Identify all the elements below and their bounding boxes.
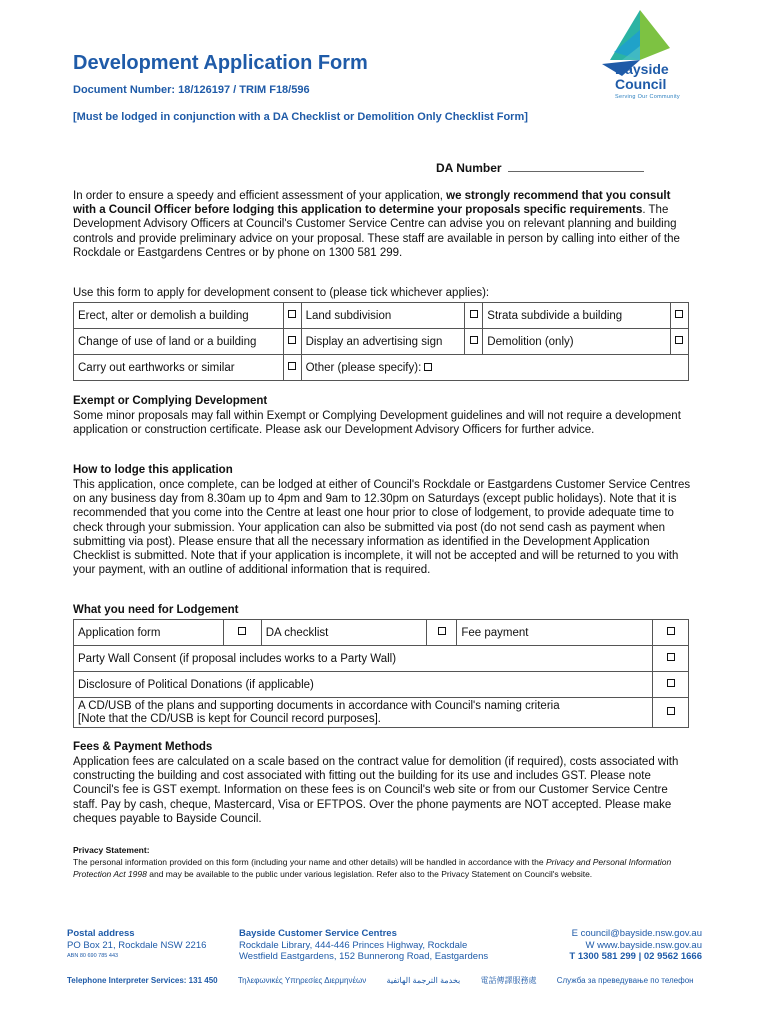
checkbox-icon[interactable] [653, 620, 689, 646]
lodge-heading: How to lodge this application [73, 464, 233, 476]
footer-postal: Postal address PO Box 21, Rockdale NSW 2216 ABN 80 690 785 443 [67, 928, 207, 959]
checkbox-icon[interactable] [283, 355, 301, 381]
checkbox-icon[interactable] [424, 363, 432, 371]
checkbox-icon[interactable] [465, 329, 483, 355]
footer-phone: T 1300 581 299 | 02 9562 1666 [569, 951, 702, 962]
must-lodge-note: [Must be lodged in conjunction with a DA Checklist or Demolition Only Checklist Form] [73, 111, 528, 123]
intro-paragraph: In order to ensure a speedy and efficient assessment of your application, we strongly recommend that you consult with a Council Officer before lodging this application to determine your proposals specific requirements. The Development Advisory Officers at Council's Customer Service Centre can advise you on relevant planning and building controls and provide preliminary advice on your proposal. These staff are available in person by calling into either of the Rockdale or Eastgardens Centres or by phone on 1300 581 299. [73, 190, 680, 259]
lodgement-item: A CD/USB of the plans and supporting documents in accordance with Council's naming criteria [Note that the CD/USB is kept for Council record purposes]. [74, 698, 653, 728]
checkbox-icon[interactable] [653, 646, 689, 672]
exempt-heading: Exempt or Complying Development [73, 395, 268, 407]
lodge-paragraph: This application, once complete, can be lodged at either of Council's Rockdale or Eastgardens Customer Service Centres on any business day from 8.30am up to 4pm and 9am to 12.30pm on Saturdays (except public holidays). Note that it is recommended that you come into the Centre at least one hour prior to close of lodgement, to provide adequate time to check through your submission. Your application can also be submitted via post (do not send cash as payment when submitting via post). Please ensure that all the necessary information as identified in the Development Application Checklist is submitted. Note that if your application is incomplete, it will not be accepted and will be returned to you with your payment, with an outline of additional information that is required. [73, 479, 691, 577]
lodgement-item: DA checklist [261, 620, 427, 646]
checkbox-icon[interactable] [653, 698, 689, 728]
option-label: Demolition (only) [483, 329, 671, 355]
checkbox-icon[interactable] [223, 620, 261, 646]
logo-tagline: Serving Our Community [615, 94, 680, 100]
lodgement-item: Disclosure of Political Donations (if applicable) [74, 672, 653, 698]
lodgement-item: Party Wall Consent (if proposal includes works to a Party Wall) [74, 646, 653, 672]
lodgement-item: Application form [74, 620, 224, 646]
da-number-input-line[interactable] [508, 162, 644, 172]
fees-paragraph: Application fees are calculated on a scale based on the contract value for demolition (if required), costs associated with constructing the building and cost associated with fitting out the building for its use and includes GST. Please note Council's fee is GST exempt. Information on these fees is on Council's web site or from our Customer Service Centre staff. Pay by cash, cheque, Mastercard, Visa or EFTPOS. Over the phone payments are NOT accepted. Please make cheques payable to Bayside Council. [73, 756, 679, 825]
footer-centres: Bayside Customer Service Centres Rockdale Library, 444-446 Princes Highway, Rockdale Westfield Eastgardens, 152 Bunnerong Road, Eastgardens [239, 928, 489, 962]
checkbox-icon[interactable] [670, 329, 688, 355]
option-label: Display an advertising sign [301, 329, 465, 355]
checkbox-icon[interactable] [283, 303, 301, 329]
lodgement-item: Fee payment [457, 620, 653, 646]
logo-name: Bayside Council [615, 61, 669, 92]
consent-options-table [73, 302, 689, 381]
lodgement-table [73, 619, 689, 728]
checkbox-icon[interactable] [653, 672, 689, 698]
fees-heading: Fees & Payment Methods [73, 741, 213, 753]
footer-website[interactable]: W www.bayside.nsw.gov.au [585, 939, 702, 951]
option-label: Erect, alter or demolish a building [74, 303, 284, 329]
other-option: Other (please specify): [301, 355, 688, 381]
exempt-paragraph: Some minor proposals may fall within Exempt or Complying Development guidelines and will not require a development application or construction certificate. Please ask our Development Advisory Officers for further advice. [73, 410, 681, 437]
checkbox-icon[interactable] [283, 329, 301, 355]
document-number: Document Number: 18/126197 / TRIM F18/596 [73, 84, 310, 96]
option-label: Strata subdivide a building [483, 303, 671, 329]
use-form-instruction: Use this form to apply for development consent to (please tick whichever applies): [73, 287, 490, 299]
privacy-paragraph: The personal information provided on this form (including your name and other details) will be handled in accordance with the Privacy and Personal Information Protection Act 1998 and may be available to the public under various legislation. Refer also to the Privacy Statement on Council's website. [73, 857, 672, 879]
lodgement-heading: What you need for Lodgement [73, 604, 239, 616]
option-label: Carry out earthworks or similar [74, 355, 284, 381]
da-number-field: DA Number [436, 161, 644, 175]
checkbox-icon[interactable] [465, 303, 483, 329]
option-label: Change of use of land or a building [74, 329, 284, 355]
footer-email[interactable]: E council@bayside.nsw.gov.au [571, 928, 702, 939]
checkbox-icon[interactable] [670, 303, 688, 329]
checkbox-icon[interactable] [427, 620, 457, 646]
page-title: Development Application Form [73, 52, 368, 74]
option-label: Land subdivision [301, 303, 465, 329]
footer-contact [569, 928, 702, 963]
privacy-heading: Privacy Statement: [73, 845, 150, 855]
interpreter-services: Telephone Interpreter Services: 131 450 Τηλεφωνικές Υπηρεσίες Διερμηνέων بخدمة الترجمة الهاتفية 電話傳譯服務處 Служба за преведување по телефон [67, 976, 694, 985]
